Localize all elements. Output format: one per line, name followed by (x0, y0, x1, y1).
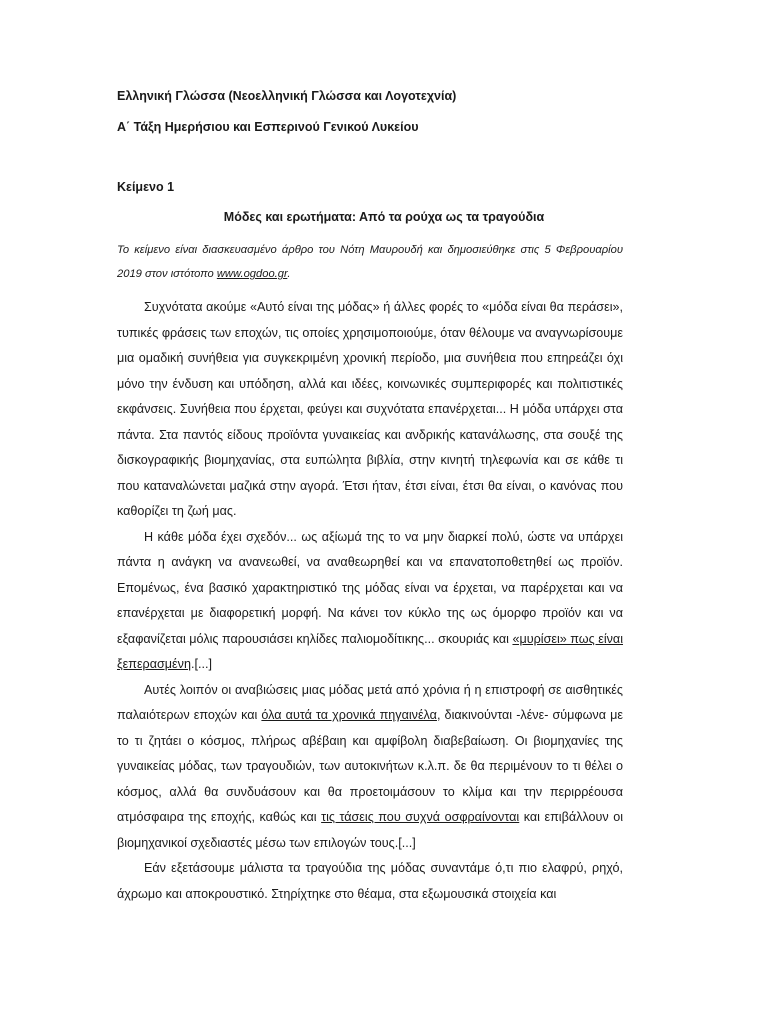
underlined-phrase: όλα αυτά τα χρονικά πηγαινέλα (261, 708, 437, 722)
paragraph-1: Συχνότατα ακούμε «Αυτό είναι της μόδας» ή άλλες φορές το «μόδα είναι θα περάσει», τυπικές φράσεις των εποχών, τις οποίες χρησιμοποιούμε, όταν θέλουμε να αναγνωρίσουμε μια ομαδική συνήθεια για συγκεκριμένη χρονική περίοδο, μια συνήθεια που επηρεάζει όχι μόνο την ένδυση και υπόδηση, αλλά και ιδέες, κοινωνικές συμπεριφορές και πολιτιστικές εκφάνσεις. Συνήθεια που έρχεται, φεύγει και συχνότατα επανέρχεται... Η μόδα υπάρχει στα πάντα. Στα παντός είδους προϊόντα γυναικείας και ανδρικής κατανάλωσης, στα σουξέ της δισκογραφικής βιομηχανίας, στα ευπώλητα βιβλία, στην κινητή τηλεφωνία και σε κάθε τι που καταναλώνεται μαζικά στην αγορά. Έτσι ήταν, έτσι είναι, έτσι θα είναι, ο κανόνας που καθορίζει τη ζωή μας. (117, 300, 623, 518)
paragraph-3-text-b: , διακινούνται -λένε- σύμφωνα με το τι ζητάει ο κόσμος, πλήρως αβέβαιη και αμφίβολη διαβεβαίωση. Οι βιομηχανίες της γυναικείας μόδας, των τραγουδιών, των αυτοκινήτων κ.λ.π. δε θα περιμένουν το τι θέλει ο κόσμος, αλλά θα συνδυάσουν και θα προετοιμάσουν το κλίμα και την περιρρέουσα ατμόσφαιρα της εποχής, καθώς και (117, 708, 623, 824)
article-body (117, 295, 623, 907)
underlined-phrase: «μυρίσει» πως είναι ξεπερασμένη (117, 631, 623, 671)
paragraph-4: Εάν εξετάσουμε μάλιστα τα τραγούδια της μόδας συναντάμε ό,τι πιο ελαφρύ, ρηχό, άχρωμο και αποκρουστικό. Στηρίχτηκε στο θέαμα, στα εξωμουσικά στοιχεία και (117, 861, 623, 901)
underlined-phrase: τις τάσεις που συχνά οσφραίνονται (321, 810, 520, 824)
source-note-end: . (287, 268, 291, 280)
source-link[interactable]: www.ogdoo.gr (216, 268, 288, 280)
article-title: Μόδες και ερωτήματα: Από τα ρούχα ως τα τραγούδια (223, 210, 545, 224)
paragraph-2 (117, 525, 623, 678)
subject-heading: Ελληνική Γλώσσα (Νεοελληνική Γλώσσα και Λογοτεχνία) (117, 89, 457, 103)
paragraph-2-text-b: .[...] (190, 657, 212, 671)
paragraph-2-text-a: Η κάθε μόδα έχει σχεδόν... ως αξίωμά της το να μην διαρκεί πολύ, ώστε να υπάρχει πάντα η ανάγκη να ανανεωθεί, να αναθεωρηθεί και να επανατοποθετηθεί ως προϊόν. Επομένως, ένα βασικό χαρακτηριστικό της μόδας είναι να έρχεται, να παρέρχεται και να επανέρχεται με διαφορετική μορφή. Να κάνει τον κύκλο της ως όμορφο προϊόν και να εξαφανίζεται μόλις παρουσιάσει κηλίδες παλιομοδίτικης... σκουριάς και (117, 529, 623, 646)
paragraph-3-text-c: και επιβάλλουν οι βιομηχανικοί σχεδιαστές μέσω των επιλογών τους.[...] (117, 810, 624, 850)
class-heading: Α΄ Τάξη Ημερήσιου και Εσπερινού Γενικού Λυκείου (117, 120, 419, 134)
source-note-text: Το κείμενο είναι διασκευασμένο άρθρο του Νότη Μαυρουδή και δημοσιεύθηκε στις 5 Φεβρουαρίου 2019 στον ιστότοπο (117, 244, 623, 280)
paragraph-3 (117, 678, 623, 857)
source-note (117, 238, 623, 286)
text-label: Κείμενο 1 (117, 180, 175, 194)
paragraph-3-text-a: Αυτές λοιπόν οι αναβιώσεις μιας μόδας μετά από χρόνια ή η επιστροφή σε αισθητικές παλαιότερων εποχών και (117, 682, 623, 722)
